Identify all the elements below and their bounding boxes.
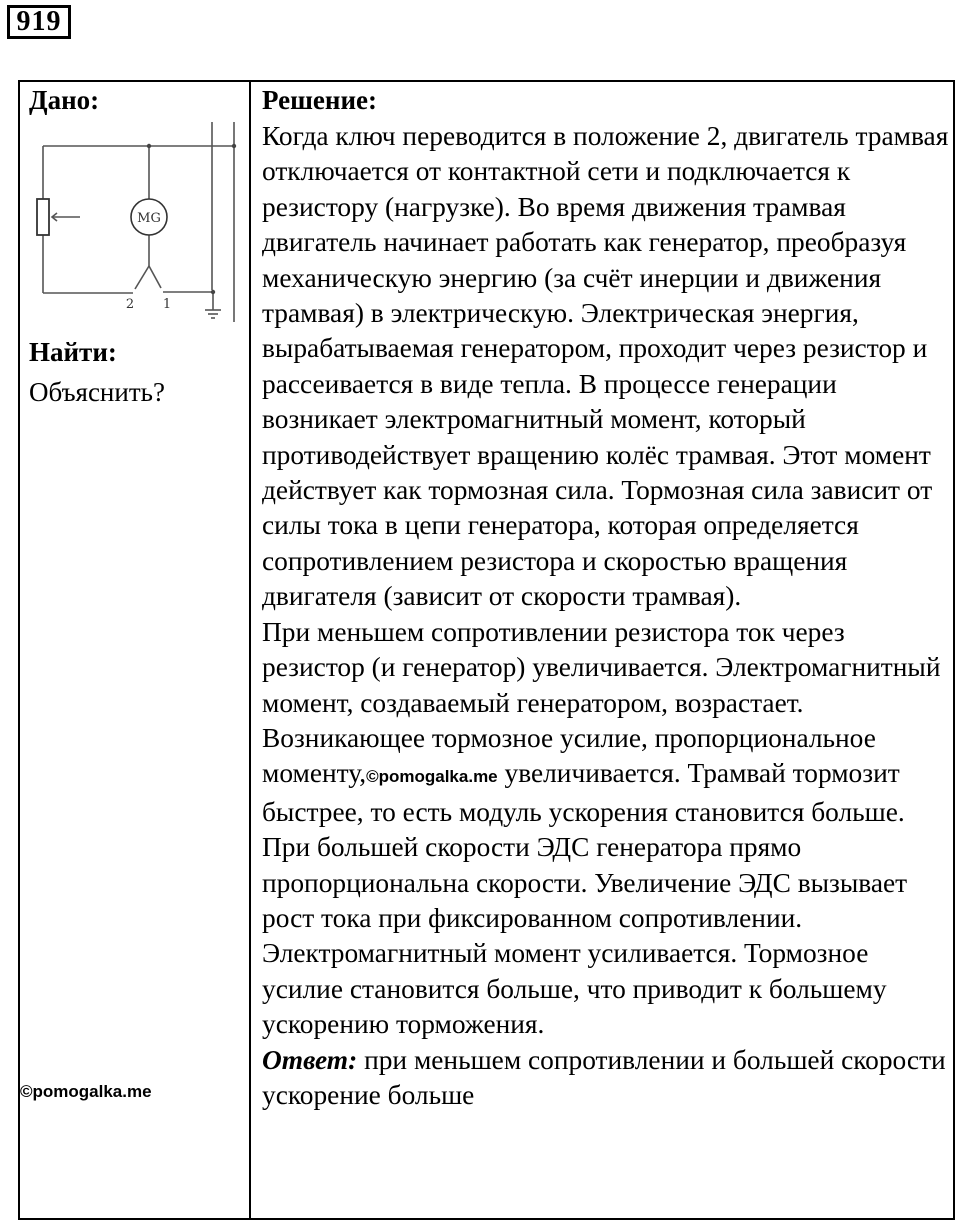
inline-watermark: ©pomogalka.me	[366, 767, 498, 787]
solution-paragraph-2-part-1: При меньшем сопротивлении резистора ток через резистор (и генератор) увеличивается. Электромагнитный момент, создаваемый генератором, возрастает. Возникающее тормозное усилие, пропорциональное моменту,	[262, 616, 941, 789]
answer-text: при меньшем сопротивлении и большей скорости ускорение больше	[262, 1044, 946, 1110]
solution-paragraph-3: При большей скорости ЭДС генератора прямо пропорциональна скорости. Увеличение ЭДС вызывает рост тока при фиксированном сопротивлении. Электромагнитный момент усиливается. Тормозное усилие становится больше, что приводит к большему ускорению торможения.	[262, 832, 908, 1040]
circuit-diagram	[30, 122, 240, 327]
solution-paragraph-1: Когда ключ переводится в положение 2, двигатель трамвая отключается от контактной сети и подключается к резистору (нагрузке). Во время движения трамвая двигатель начинает работать как генератор, преобразуя механическую энергию (за счёт инерции и движения трамвая) в электрическую. Электрическая энергия, вырабатываемая генератором, проходит через резистор и рассеивается в виде тепла. В процессе генерации возникает электромагнитный момент, который противодействует вращению колёс трамвая. Этот момент действует как тормозная сила. Тормозная сила зависит от силы тока в цепи генератора, которая определяется сопротивлением резистора и скоростью вращения двигателя (зависит от скорости трамвая).	[262, 121, 949, 612]
answer-label: Ответ:	[262, 1044, 358, 1075]
find-heading: Найти:	[29, 337, 117, 367]
column-divider	[249, 80, 251, 1220]
motor-label: MG	[137, 211, 161, 226]
switch-position-2-label: 2	[125, 297, 135, 312]
answer	[262, 1043, 952, 1114]
given-column	[20, 82, 249, 1218]
given-heading: Дано:	[29, 85, 100, 115]
problem-number: 919	[7, 5, 71, 39]
switch-position-1-label: 1	[162, 297, 172, 312]
switch-blade	[135, 266, 149, 289]
solution-paragraph-2	[262, 615, 952, 830]
solution-body	[262, 119, 952, 1113]
solution-heading: Решение:	[262, 85, 377, 115]
solution-column	[262, 82, 952, 1113]
find-text: Объяснить?	[29, 377, 165, 407]
resistor-icon	[37, 199, 49, 235]
solution-paragraph-2-part-2: увеличивается. Трамвай тормозит быстрее, то есть модуль ускорения становится больше.	[262, 758, 905, 827]
watermark: ©pomogalka.me	[20, 1082, 152, 1101]
